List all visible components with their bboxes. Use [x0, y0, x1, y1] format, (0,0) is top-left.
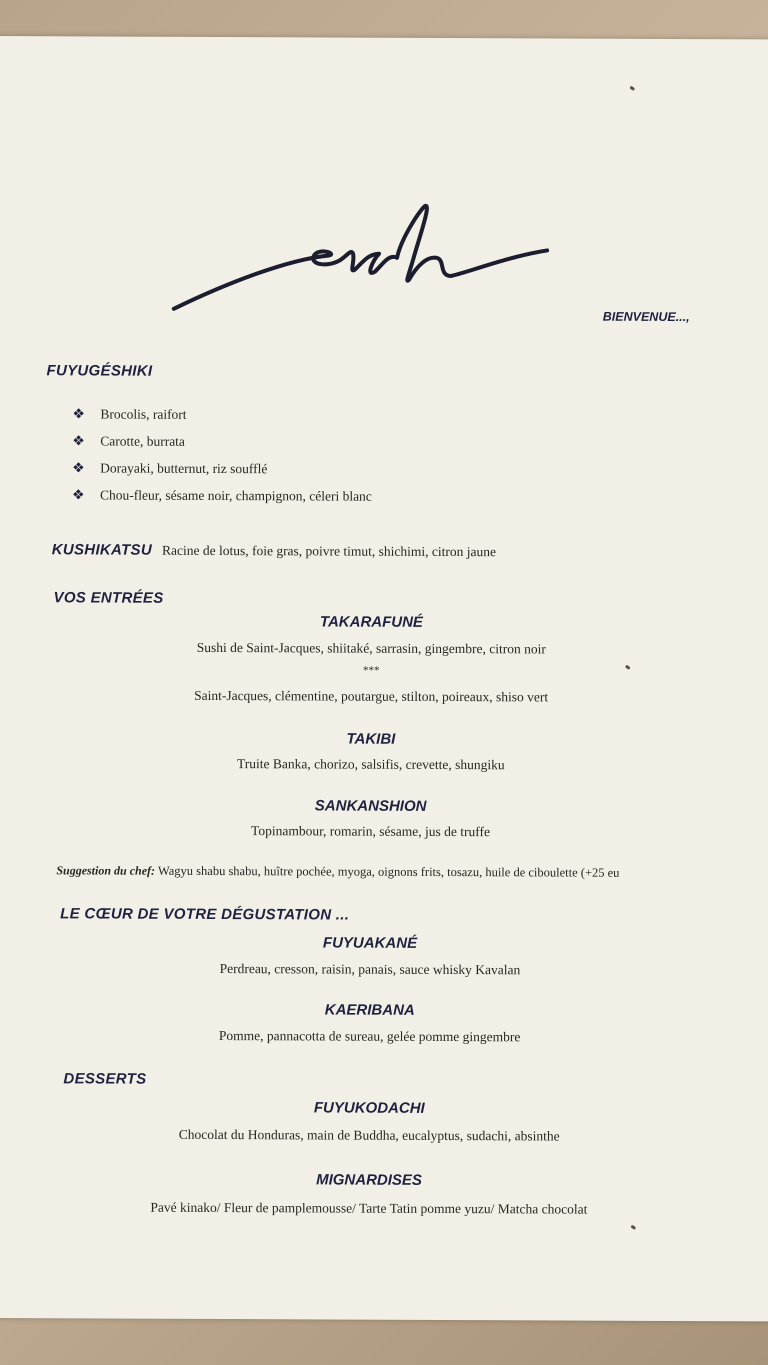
dish-name: KAERIBANA — [324, 1001, 415, 1019]
chef-suggestion-label: Suggestion du chef: — [56, 863, 156, 878]
separator-stars: *** — [362, 664, 380, 677]
paper-speck — [629, 86, 635, 91]
dish-name: MIGNARDISES — [316, 1171, 422, 1189]
four-diamond-icon: ❖ — [72, 461, 85, 477]
dish-name: FUYUKODACHI — [313, 1099, 425, 1117]
dish-name: TAKIBI — [346, 730, 396, 748]
list-item: ❖ Carotte, burrata — [72, 433, 185, 450]
kushikatsu-description: Racine de lotus, foie gras, poivre timut, shichimi, citron jaune — [161, 542, 497, 560]
four-diamond-icon: ❖ — [71, 488, 85, 504]
dish-name: SANKANSHION — [314, 797, 427, 815]
dish-description: Perdreau, cresson, raisin, panais, sauce whisky Kavalan — [219, 961, 521, 978]
chef-suggestion — [56, 863, 619, 880]
list-item: ❖ Chou-fleur, sésame noir, champignon, céleri blanc — [71, 487, 372, 504]
welcome-text: BIENVENUE..., — [602, 309, 690, 325]
dish-description: Sushi de Saint-Jacques, shiitaké, sarrasin, gingembre, citron noir — [196, 639, 546, 657]
dish-description: Topinambour, romarin, sésame, jus de truffe — [251, 823, 491, 840]
dish-name: TAKARAFUNÉ — [319, 613, 423, 631]
dish-description: Saint-Jacques, clémentine, poutargue, stilton, poireaux, shiso vert — [194, 687, 549, 705]
dish-description: Pomme, pannacotta de sureau, gelée pomme gingembre — [218, 1028, 521, 1045]
chef-suggestion-text: Wagyu shabu shabu, huître pochée, myoga, oignons frits, tosazu, huile de ciboulette (+25 eu — [157, 863, 620, 880]
section-title-entrees: VOS ENTRÉES — [53, 589, 164, 607]
dish-description: Pavé kinako/ Fleur de pamplemousse/ Tarte Tatin pomme yuzu/ Matcha chocolat — [150, 1199, 588, 1217]
dish-name: FUYUAKANÉ — [322, 934, 418, 952]
four-diamond-icon: ❖ — [72, 407, 85, 423]
section-title-coeur: LE CŒUR DE VOTRE DÉGUSTATION ... — [60, 905, 350, 924]
section-title-desserts: DESSERTS — [63, 1070, 147, 1088]
menu-paper — [0, 36, 768, 1321]
section-title-kushikatsu: KUSHIKATSU — [51, 541, 153, 559]
list-item: ❖ Dorayaki, butternut, riz soufflé — [72, 460, 268, 477]
section-title-fuyugeshiki: FUYUGÉSHIKI — [46, 362, 153, 380]
list-item: ❖ Brocolis, raifort — [72, 406, 187, 423]
erh-logo — [169, 197, 550, 319]
four-diamond-icon: ❖ — [72, 434, 85, 450]
dish-description: Chocolat du Honduras, main de Buddha, eucalyptus, sudachi, absinthe — [178, 1126, 560, 1144]
dish-description: Truite Banka, chorizo, salsifis, crevette, shungiku — [236, 756, 505, 773]
paper-speck — [630, 1225, 636, 1230]
kushikatsu-row — [52, 541, 496, 561]
